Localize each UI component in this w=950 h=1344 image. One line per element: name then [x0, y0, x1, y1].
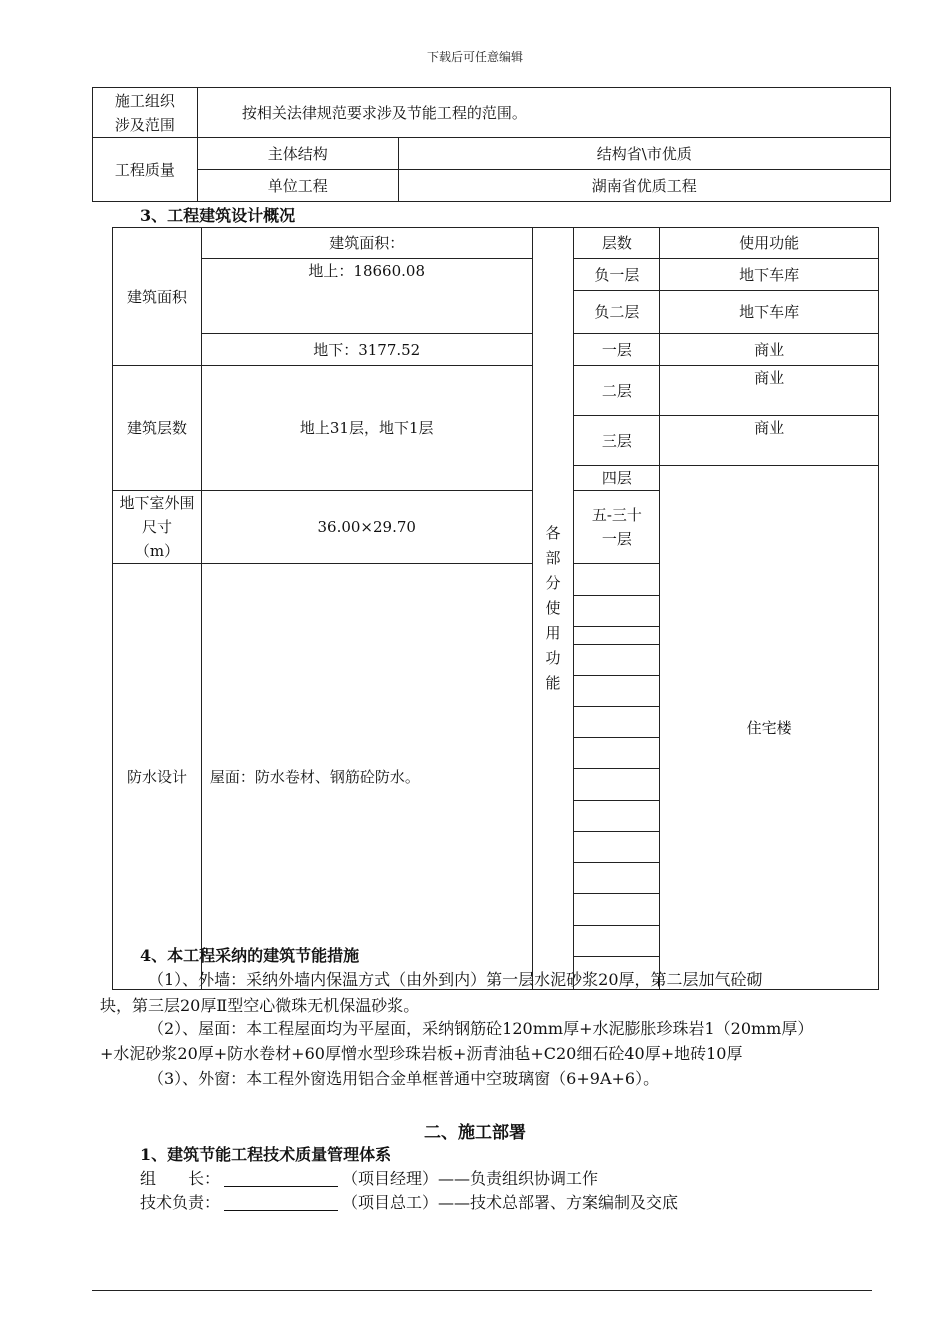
floor-cell-empty: [574, 894, 660, 926]
basement-value: 36.00×29.70: [201, 491, 532, 564]
function-cell: 商业: [660, 366, 879, 416]
chapter2-title: 二、施工部署: [424, 1123, 526, 1143]
measure-line: （1）、外墙：采纳外墙内保温方式（由外到内）第一层水泥砂浆20厚，第二层加气砼砌: [148, 970, 763, 989]
staff-role: 组 长：: [140, 1169, 221, 1188]
footer-divider: [92, 1290, 872, 1291]
scope-value: 按相关法律规范要求涉及节能工程的范围。: [197, 88, 890, 138]
floor-cell: 四层: [574, 466, 660, 491]
function-cell: 商业: [660, 334, 879, 366]
col-floor-header: 层数: [574, 228, 660, 259]
floor-cell-empty: [574, 832, 660, 863]
usage-vertical-label: 各 部 分 使 用 功 能: [532, 228, 574, 990]
floor-cell-empty: [574, 801, 660, 832]
col-function-header: 使用功能: [660, 228, 879, 259]
floor-cell: 三层: [574, 416, 660, 466]
building-design-table: [112, 227, 879, 990]
measure-line: （3）、外窗：本工程外窗选用铝合金单框普通中空玻璃窗（6+9A+6）。: [148, 1069, 660, 1088]
section4-title: 4、本工程采纳的建筑节能措施: [140, 946, 360, 965]
staff-note: （项目经理）——负责组织协调工作: [342, 1169, 599, 1188]
floor-cell-empty: [574, 627, 660, 645]
staff-line: [140, 1166, 598, 1192]
measure-line: 块，第三层20厚Ⅱ型空心微珠无机保温砂浆。: [100, 996, 420, 1015]
staff-line: [140, 1190, 678, 1216]
header-note: 下载后可任意编辑: [426, 50, 523, 64]
floor-cell-empty: [574, 707, 660, 738]
area-header: 建筑面积：: [201, 228, 532, 259]
floor-cell-empty: [574, 769, 660, 801]
floor-cell-empty: [574, 596, 660, 627]
quality-item-value: 结构省\市优质: [398, 138, 890, 170]
floor-cell: 负二层: [574, 291, 660, 334]
scope-label: 施工组织 涉及范围: [93, 88, 198, 138]
quality-item-name: 主体结构: [197, 138, 398, 170]
waterproof-label: 防水设计: [113, 564, 202, 990]
function-cell: 地下车库: [660, 291, 879, 334]
floor-cell-empty: [574, 863, 660, 894]
measure-line: （2）、屋面：本工程屋面均为平屋面，采纳钢筋砼120mm厚+水泥膨胀珍珠岩1（20mm厚）: [148, 1019, 814, 1038]
floor-cell-empty: [574, 645, 660, 676]
staff-note: （项目总工）——技术总部署、方案编制及交底: [342, 1193, 679, 1212]
staff-role: 技术负责：: [140, 1193, 221, 1212]
floor-cell: 负一层: [574, 259, 660, 291]
floors-value: 地上31层，地下1层: [201, 366, 532, 491]
residential-cell: 住宅楼: [660, 466, 879, 990]
quality-label: 工程质量: [93, 138, 198, 202]
floor-cell: 五-三十 一层: [574, 491, 660, 564]
basement-label: 地下室外围尺寸 （m）: [113, 491, 202, 564]
function-cell: 地下车库: [660, 259, 879, 291]
floor-cell-empty: [574, 738, 660, 769]
signature-blank[interactable]: [224, 1169, 338, 1187]
signature-blank[interactable]: [224, 1193, 338, 1211]
area-label: 建筑面积: [113, 228, 202, 366]
floor-cell: 二层: [574, 366, 660, 416]
measure-line: +水泥砂浆20厚+防水卷材+60厚憎水型珍珠岩板+沥青油毡+C20细石砼40厚+地砖10厚: [100, 1044, 743, 1063]
quality-item-value: 湖南省优质工程: [398, 170, 890, 202]
construction-scope-table: [92, 87, 891, 202]
floor-cell-empty: [574, 926, 660, 957]
function-cell: 商业: [660, 416, 879, 466]
section1-title: 1、建筑节能工程技术质量管理体系: [140, 1145, 392, 1164]
quality-item-name: 单位工程: [197, 170, 398, 202]
floor-cell-empty: [574, 676, 660, 707]
waterproof-value: 屋面：防水卷材、钢筋砼防水。: [201, 564, 532, 990]
floor-cell: 一层: [574, 334, 660, 366]
section3-title: 3、工程建筑设计概况: [140, 206, 296, 225]
floors-label: 建筑层数: [113, 366, 202, 491]
area-below: 地下：3177.52: [201, 334, 532, 366]
area-above: 地上：18660.08: [201, 259, 532, 334]
floor-cell-empty: [574, 564, 660, 596]
